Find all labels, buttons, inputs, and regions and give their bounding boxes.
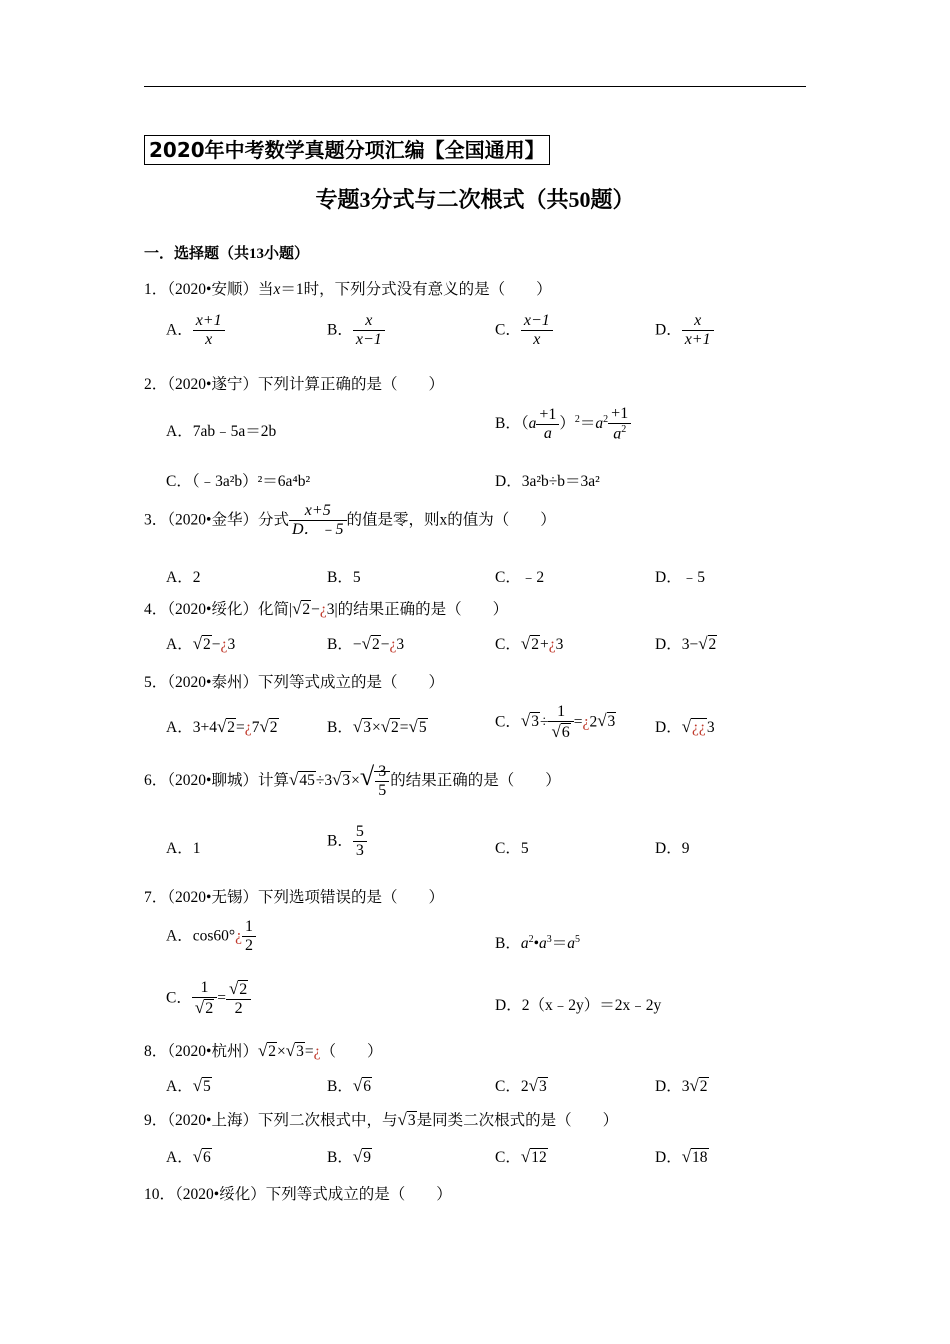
- q2-option-a[interactable]: A．7ab﹣5a＝2b: [166, 423, 277, 440]
- q8-option-d[interactable]: D．3√2: [655, 1076, 708, 1095]
- section-heading: 一．选择题（共13小题）: [144, 246, 310, 262]
- q1-option-a[interactable]: A． $\frac{x+1}{x}$: [166, 312, 225, 350]
- q8-option-c[interactable]: C．2√3: [495, 1076, 547, 1095]
- q8-option-a[interactable]: A．√5: [166, 1076, 211, 1095]
- q8-option-b[interactable]: B．√6: [327, 1076, 371, 1095]
- q2-option-d[interactable]: D．3a²b÷b＝3a²: [495, 473, 600, 490]
- question-2: 2．（2020•遂宁）下列计算正确的是（ ）: [144, 376, 444, 393]
- q3-option-b[interactable]: B．5: [327, 569, 361, 586]
- q9-option-c[interactable]: C．√12: [495, 1147, 547, 1166]
- q1-option-b[interactable]: B． $\frac{x}{x-1}$: [327, 312, 385, 350]
- banner: 2020年中考数学真题分项汇编【全国通用】: [144, 135, 550, 165]
- q6-option-c[interactable]: C．5: [495, 840, 529, 857]
- q4-option-b[interactable]: B．−√2−¿3: [327, 634, 405, 653]
- q1-option-c[interactable]: C． $\frac{x-1}{x}$: [495, 312, 553, 350]
- q5-option-c[interactable]: C．√3÷ $\frac{1}{√6}$ =¿2√3: [495, 703, 616, 742]
- q3-option-c[interactable]: C．﹣2: [495, 569, 545, 586]
- q2-option-b[interactable]: B．（a $\frac{+1}{a}$ ）$^2=a^2$ $\frac{+1}{a^2}$: [495, 405, 631, 444]
- q6-option-b[interactable]: B． $\frac{5}{3}$: [327, 823, 367, 861]
- q9-option-a[interactable]: A．√6: [166, 1147, 211, 1166]
- q9-option-d[interactable]: D．√18: [655, 1147, 708, 1166]
- question-10: 10．（2020•绥化）下列等式成立的是（ ）: [144, 1186, 452, 1203]
- header-rule: [144, 86, 806, 87]
- q2-option-c[interactable]: C．（﹣3a²b）²＝6a⁴b²: [166, 473, 311, 490]
- q9-option-b[interactable]: B．√9: [327, 1147, 371, 1166]
- q6-option-d[interactable]: D．9: [655, 840, 690, 857]
- q7-option-a[interactable]: A．cos60°¿ $\frac{1}{2}$: [166, 918, 256, 956]
- q7-option-d[interactable]: D．2（x﹣2y）＝2x﹣2y: [495, 997, 662, 1014]
- q3-option-d[interactable]: D．﹣5: [655, 569, 705, 586]
- question-8: 8．（2020•杭州）√2×√3=¿（ ）: [144, 1041, 383, 1060]
- q1-option-d[interactable]: D． $\frac{x}{x+1}$: [655, 312, 714, 350]
- q4-option-c[interactable]: C．√2+¿3: [495, 634, 564, 653]
- question-7: 7．（2020•无锡）下列选项错误的是（ ）: [144, 889, 444, 906]
- q5-option-b[interactable]: B．√3×√2=√5: [327, 717, 427, 736]
- q4-option-a[interactable]: A．√2−¿3: [166, 634, 236, 653]
- q7-option-c[interactable]: C． $\frac{1}{√2}$ = $\frac{√2}{2}$: [166, 979, 251, 1019]
- q4-option-d[interactable]: D．3−√2: [655, 634, 717, 653]
- question-5: 5．（2020•泰州）下列等式成立的是（ ）: [144, 674, 444, 691]
- q3-option-a[interactable]: A．2: [166, 569, 201, 586]
- question-1: 1．（2020•安顺）当x＝1时，下列分式没有意义的是（ ）: [144, 281, 552, 298]
- question-6: 6．（2020•聊城）计算√45÷3√3×√ $\frac{3}{5}$ 的结果正确的是（ ）: [144, 762, 561, 799]
- question-9: 9．（2020•上海）下列二次根式中，与√3是同类二次根式的是（ ）: [144, 1110, 619, 1129]
- q6-option-a[interactable]: A．1: [166, 840, 201, 857]
- q7-option-b[interactable]: B．$a^2•a^3=a^5$: [495, 933, 581, 952]
- q5-option-a[interactable]: A．3+4√2=¿7√2: [166, 717, 278, 736]
- question-3: 3．（2020•金华）分式 $\frac{x+5}{D.﹣5}$ 的值是零，则x的值为（ ）: [144, 502, 556, 539]
- question-4: 4．（2020•绥化）化简|√2−¿3|的结果正确的是（ ）: [144, 599, 509, 618]
- q5-option-d[interactable]: D．√¿¿3: [655, 717, 715, 736]
- page-title: 专题3分式与二次根式（共50题）: [315, 187, 635, 212]
